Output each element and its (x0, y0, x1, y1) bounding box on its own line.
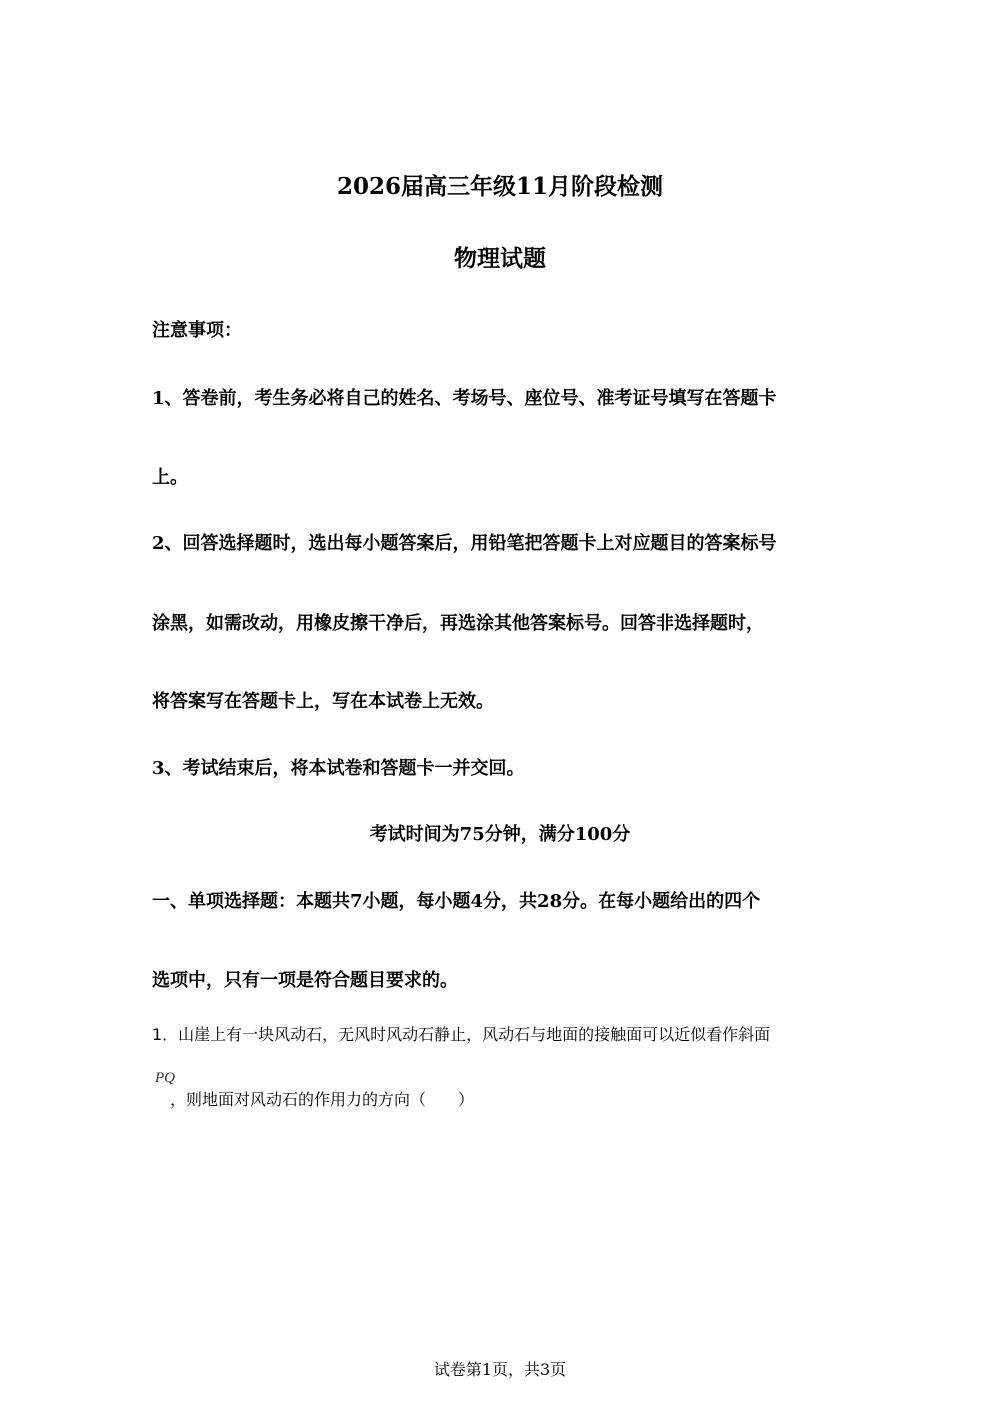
question-1-math-label: PQ (155, 1070, 175, 1086)
notice-item-2-line-2: 涂黑，如需改动，用橡皮擦干净后，再选涂其他答案标号。回答非选择题时， (152, 613, 764, 634)
question-1-line-2: ，则地面对风动石的作用力的方向（ ） (170, 1090, 475, 1109)
notice-item-2-line-1: 2、回答选择题时，选出每小题答案后，用铅笔把答题卡上对应题目的答案标号 (152, 533, 777, 554)
notice-item-3: 3、考试结束后，将本试卷和答题卡一并交回。 (152, 758, 525, 779)
section-1-line-2: 选项中，只有一项是符合题目要求的。 (152, 970, 458, 991)
question-1-line-1: 1．山崖上有一块风动石，无风时风动石静止，风动石与地面的接触面可以近似看作斜面 (152, 1025, 771, 1044)
section-1-line-1: 一、单项选择题：本题共7小题，每小题4分，共28分。在每小题给出的四个 (152, 891, 761, 912)
notice-item-1-line-1: 1、答卷前，考生务必将自己的姓名、考场号、座位号、准考证号填写在答题卡 (152, 388, 777, 409)
subject-title: 物理试题 (454, 245, 546, 272)
notice-heading: 注意事项： (152, 320, 242, 341)
notice-item-1-line-2: 上。 (152, 467, 188, 488)
page-footer: 试卷第1页，共3页 (433, 1360, 567, 1379)
notice-item-2-line-3: 将答案写在答题卡上，写在本试卷上无效。 (152, 691, 494, 712)
exam-time-info: 考试时间为75分钟，满分100分 (369, 824, 631, 845)
exam-title: 2026届高三年级11月阶段检测 (336, 173, 664, 200)
